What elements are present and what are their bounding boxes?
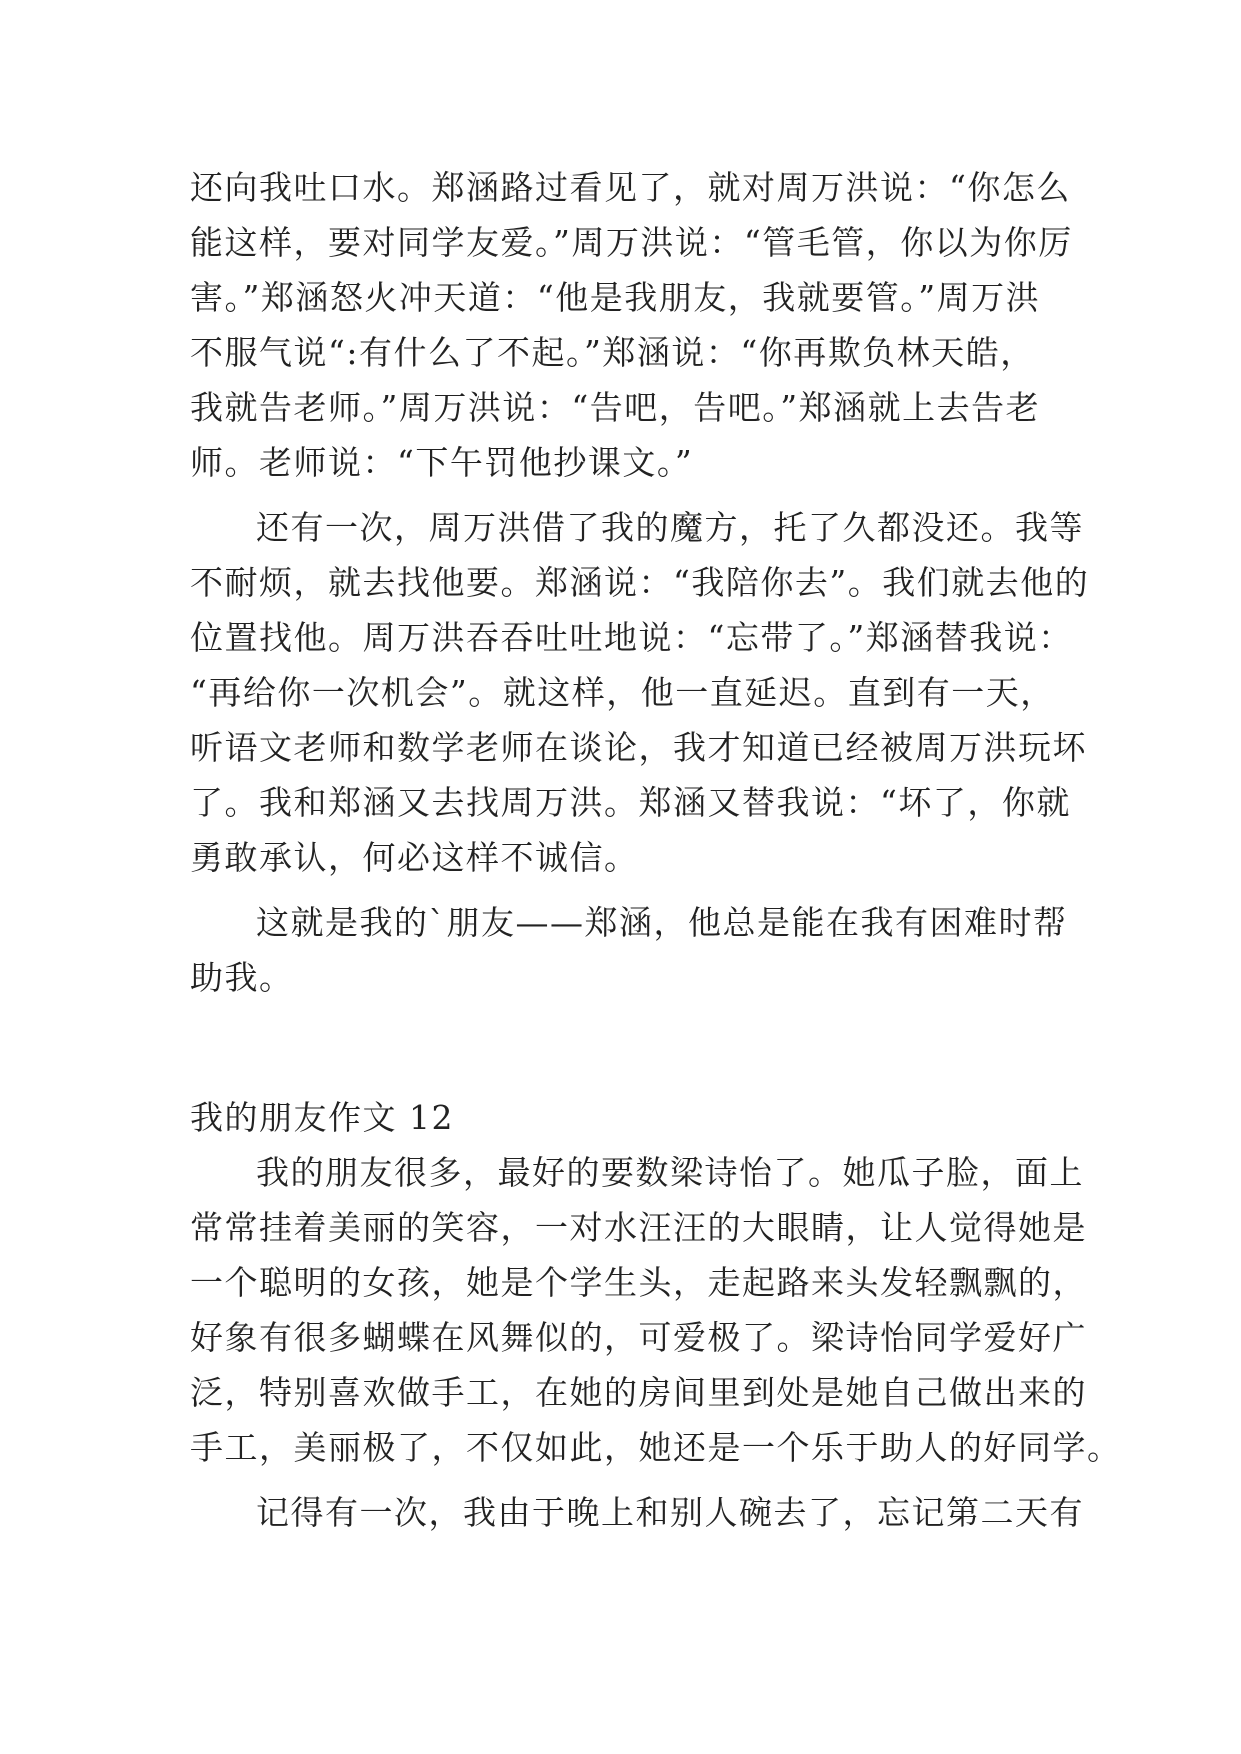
text-line: 勇敢承认，何必这样不诚信。	[190, 838, 639, 877]
text-line: 手工，美丽极了，不仅如此，她还是一个乐于助人的好同学。	[190, 1428, 1122, 1467]
text-line: 听语文老师和数学老师在谈论，我才知道已经被周万洪玩坏	[190, 728, 1087, 767]
text-line: 记得有一次，我由于晚上和别人碗去了，忘记第二天有	[256, 1493, 1084, 1532]
text-line: 能这样，要对同学友爱。”周万洪说：“管毛管，你以为你厉	[190, 223, 1073, 262]
text-line: 这就是我的`朋友——郑涵，他总是能在我有困难时帮	[256, 903, 1068, 942]
text-line: 还有一次，周万洪借了我的魔方，托了久都没还。我等	[256, 508, 1084, 547]
text-line: 常常挂着美丽的笑容，一对水汪汪的大眼睛，让人觉得她是	[190, 1208, 1087, 1247]
text-line: 师。老师说：“下午罚他抄课文。”	[190, 443, 694, 482]
section-heading: 我的朋友作文 12	[190, 1098, 454, 1137]
text-line: 还向我吐口水。郑涵路过看见了，就对周万洪说：“你怎么	[190, 168, 1071, 207]
text-line: 我的朋友很多，最好的要数梁诗怡了。她瓜子脸，面上	[256, 1153, 1084, 1192]
text-line: 了。我和郑涵又去找周万洪。郑涵又替我说：“坏了，你就	[190, 783, 1071, 822]
text-line: 不耐烦，就去找他要。郑涵说：“我陪你去”。我们就去他的	[190, 563, 1090, 602]
text-line: 一个聪明的女孩，她是个学生头，走起路来头发轻飘飘的，	[190, 1263, 1087, 1302]
text-line: 害。”郑涵怒火冲天道：“他是我朋友，我就要管。”周万洪	[190, 278, 1041, 317]
text-line: 助我。	[190, 958, 294, 997]
text-line: 我就告老师。”周万洪说：“告吧，告吧。”郑涵就上去告老	[190, 388, 1041, 427]
text-line: 泛，特别喜欢做手工，在她的房间里到处是她自己做出来的	[190, 1373, 1087, 1412]
text-line: “再给你一次机会”。就这样，他一直延迟。直到有一天，	[190, 673, 1055, 712]
text-line: 位置找他。周万洪吞吞吐吐地说：“忘带了。”郑涵替我说：	[190, 618, 1073, 657]
text-line: 好象有很多蝴蝶在风舞似的，可爱极了。梁诗怡同学爱好广	[190, 1318, 1087, 1357]
text-line: 不服气说“:有什么了不起。”郑涵说：“你再欺负林天皓，	[190, 333, 1035, 372]
